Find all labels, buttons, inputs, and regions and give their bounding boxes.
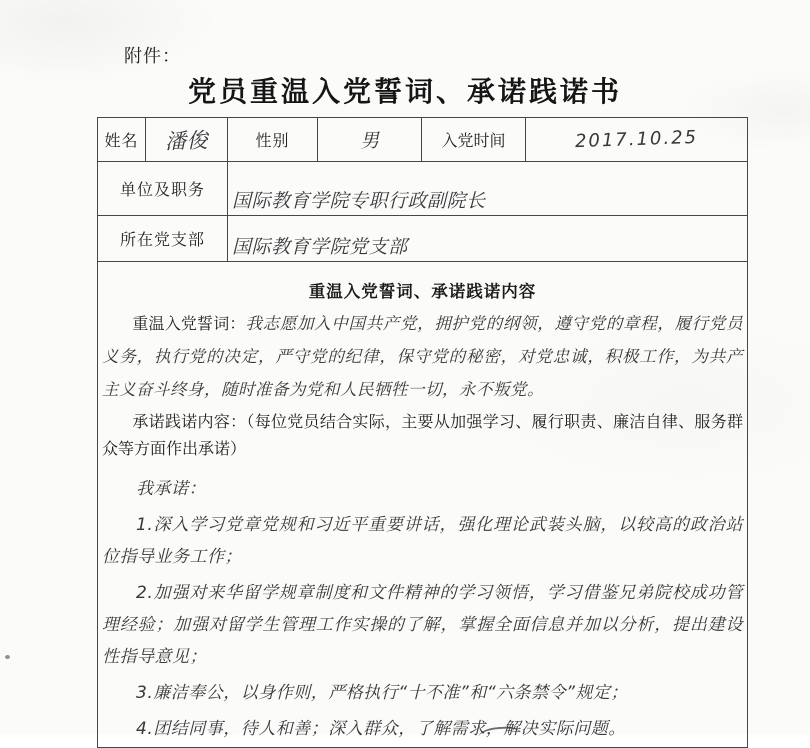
commitment-note: （每位党员结合实际，主要从加强学习、履行职责、廉洁自律、服务群众等方面作出承诺） [102,414,743,458]
name-handwriting: 潘俊 [164,127,209,154]
row-basic-info [98,118,748,162]
join-date-label: 入党时间 [422,118,526,162]
join-date-handwriting: 2017.10.25 [574,126,699,153]
promise-item-3: 3.廉洁奉公，以身作则，严格执行“十不准”和“六条禁令”规定； [136,683,628,703]
oath-paragraph [102,308,743,407]
document-title: 党员重温入党誓词、承诺践诺书 [187,76,622,107]
join-date-value [526,118,748,162]
row-content [98,262,748,748]
scan-speckle [5,655,10,659]
promise-item-1: 1.深入学习党章党规和习近平重要讲话，强化理论武装头脑，以较高的政治站位指导业务工作； [102,515,743,567]
gender-value [318,118,422,162]
promise-item-2: 2.加强对来华留学规章制度和文件精神的学习领悟，学习借鉴兄弟院校成功管理经验；加强对留学生管理工作实操的了解，掌握全面信息并加以分析，提出建设性指导意见； [102,583,743,667]
commitment-label: 承诺践诺内容： [132,414,247,431]
content-section-title: 重温入党誓词、承诺践诺内容 [308,283,537,301]
gender-label: 性别 [228,118,318,162]
unit-label: 单位及职务 [98,162,228,216]
commitment-paragraph [102,409,743,463]
form-table [97,117,748,748]
row-unit [98,162,748,216]
branch-label: 所在党支部 [98,216,228,262]
name-value [146,118,228,162]
name-label: 姓名 [98,118,146,162]
unit-value: 国际教育学院专职行政副院长 [228,162,748,216]
branch-value: 国际教育学院党支部 [228,216,748,262]
promise-intro-handwriting: 我承诺： [136,479,206,499]
content-cell [98,262,748,748]
oath-handwriting: 我志愿加入中国共产党，拥护党的纲领，遵守党的章程，履行党员义务，执行党的决定，严守党的纪律，保守党的秘密，对党忠诚，积极工作，为共产主义奋斗终身，随时准备为党和人民牺牲一切，永不叛党。 [102,314,743,399]
oath-label: 重温入党誓词： [132,316,246,333]
attachment-label: 附件： [124,46,181,66]
promise-item-4: 4.团结同事，待人和善；深入群众，了解需求，解决实际问题。 [136,719,626,739]
gender-handwriting: 男 [359,129,380,153]
row-branch [98,216,748,262]
